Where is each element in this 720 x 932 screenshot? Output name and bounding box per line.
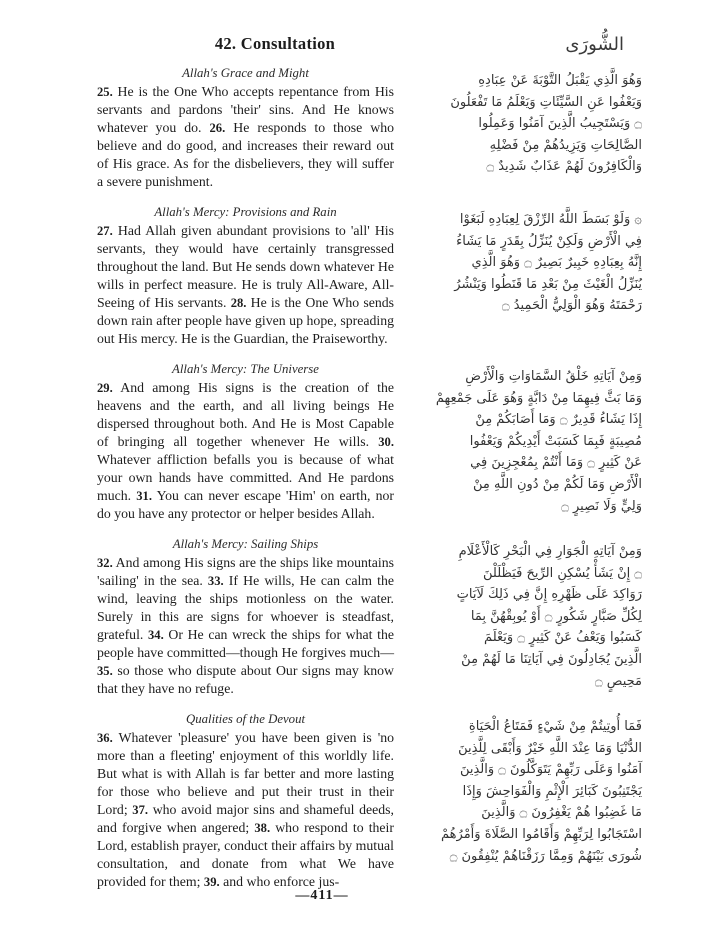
- verse-number: 37.: [132, 803, 149, 817]
- arabic-line: رَوَاكِدَ عَلَى ظَهْرِهِ إِنَّ فِي ذَلِكَ لَآيَاتٍ: [456, 587, 642, 603]
- page-content: [97, 34, 642, 903]
- page-number: —411—: [295, 888, 349, 903]
- arabic-line: ۝ إِنْ يَشَأْ يُسْكِنِ الرِّيحَ فَيَظْلَلْنَ: [483, 565, 642, 581]
- verse-number: 36.: [97, 731, 113, 745]
- section-row: [97, 535, 642, 698]
- arabic-line: اسْتَجَابُوا لِرَبِّهِمْ وَأَقَامُوا الصَّلَاةَ وَأَمْرُهُمْ: [441, 826, 642, 842]
- arabic-line: وَالْكَافِرُونَ لَهُمْ عَذَابٌ شَدِيدٌ ۝: [486, 159, 642, 175]
- arabic-line: الصَّالِحَاتِ وَيَزِيدُهُمْ مِنْ فَضْلِهِ: [489, 137, 642, 153]
- arabic-line: مُصِيبَةٍ فَبِمَا كَسَبَتْ أَيْدِيكُمْ وَيَعْفُوا: [469, 433, 642, 449]
- translation-paragraph: 25. He is the One Who accepts repentance from His servants and pardons 'their' sins. And He knows whatever you do. 26. He responds to those who believe and do good, and increases their reward out of His grace. As for the disbelievers, they will suffer a severe punishment.: [97, 84, 394, 189]
- arabic-line: رَحْمَتَهُ وَهُوَ الْوَلِيُّ الْحَمِيدُ ۝: [501, 298, 642, 314]
- verse-number: 39.: [203, 875, 220, 889]
- verse-number: 35.: [97, 664, 113, 678]
- english-column: [97, 203, 394, 348]
- english-column: [97, 360, 394, 523]
- section-row: [97, 710, 642, 891]
- english-column: [97, 535, 394, 698]
- arabic-line: وَيَعْفُوا عَنِ السَّيِّئَاتِ وَيَعْلَمُ مَا تَفْعَلُونَ: [450, 94, 642, 110]
- arabic-line: الدُّنْيَا وَمَا عِنْدَ اللَّهِ خَيْرٌ وَأَبْقَى لِلَّذِينَ: [458, 740, 642, 756]
- arabic-line: الَّذِينَ يُجَادِلُونَ فِي آيَاتِنَا مَا لَهُمْ مِنْ: [461, 651, 642, 667]
- section-row: [97, 203, 642, 348]
- arabic-line: إِنَّهُ بِعِبَادِهِ خَبِيرٌ بَصِيرٌ ۝ وَهُوَ الَّذِي: [471, 255, 642, 271]
- section-heading: Allah's Mercy: Provisions and Rain: [154, 205, 337, 219]
- arabic-line: وَمِنْ آيَاتِهِ الْجَوَارِ فِي الْبَحْرِ كَالْأَعْلَامِ: [458, 544, 642, 559]
- arabic-line: وَهُوَ الَّذِي يَقْبَلُ التَّوْبَةَ عَنْ عِبَادِهِ: [478, 73, 642, 88]
- arabic-line: الْأَرْضِ وَمَا لَكُمْ مِنْ دُونِ اللَّهِ مِنْ: [473, 476, 642, 492]
- verse-number: 28.: [230, 296, 247, 310]
- arabic-line: يُنَزِّلُ الْغَيْثَ مِنْ بَعْدِ مَا قَنَطُوا وَيَنْشُرُ: [454, 276, 642, 292]
- arabic-line: كَسَبُوا وَيَعْفُ عَنْ كَثِيرٍ ۝ وَيَعْلَمَ: [484, 630, 642, 646]
- english-column: [97, 710, 394, 891]
- verse-number: 30.: [378, 435, 394, 449]
- page-header: [97, 34, 642, 55]
- sections: [97, 64, 642, 891]
- verse-number: 32.: [97, 556, 113, 570]
- arabic-line: فَمَا أُوتِيتُمْ مِنْ شَيْءٍ فَمَتَاعُ الْحَيَاةِ: [468, 719, 642, 734]
- verse-number: 34.: [148, 628, 164, 642]
- arabic-line: ۝ وَيَسْتَجِيبُ الَّذِينَ آمَنُوا وَعَمِلُوا: [478, 116, 642, 132]
- verse-number: 38.: [254, 821, 271, 835]
- arabic-verse-block: [394, 360, 642, 517]
- arabic-line: لِكُلِّ صَبَّارٍ شَكُورٍ ۝ أَوْ يُوبِقْهُنَّ بِمَا: [470, 608, 642, 624]
- arabic-line: مَا غَضِبُوا هُمْ يَغْفِرُونَ ۝ وَالَّذِينَ: [481, 805, 642, 821]
- english-column: [97, 64, 394, 191]
- translation-paragraph: 32. And among His signs are the ships like mountains 'sailing' in the sea. 33. If He wills, He can calm the wind, leaving the ships motionless on the water. Surely in this are signs for whoever is steadfast, grateful. 34. Or He can wreck the ships for what the people have committed—though He forgives much— 35. so those who dispute about Our signs may know that they have no refuge.: [97, 555, 394, 696]
- translation-paragraph: 29. And among His signs is the creation of the heavens and the earth, and all living beings He dispersed throughout both. And He is Most Capable of bringing all together whenever He wills. 30. Whatever affliction befalls you is because of what your own hands have committed. And He pardons much. 31. You can never escape 'Him' on earth, nor do you have any protector or helper besides Allah.: [97, 380, 394, 521]
- translation-paragraph: 36. Whatever 'pleasure' you have been given is 'no more than a fleeting' enjoyment of this worldly life. But what is with Allah is far better and more lasting for those who believe and put their trust in their Lord; 37. who avoid major sins and shameful deeds, and forgive when angered; 38. who respond to their Lord, establish prayer, conduct their affairs by mutual consultation, and donate from what We have provided for them; 39. and who enforce jus-: [97, 730, 394, 889]
- translation-paragraph: 27. Had Allah given abundant provisions to 'all' His servants, they would have certainly transgressed throughout the land. But He sends down whatever He wills in perfect measure. He is truly All-Aware, All-Seeing of His servants. 28. He is the One Who sends down rain after people have given up hope, spreading out His mercy. He is the Guardian, the Praiseworthy.: [97, 223, 395, 346]
- verse-number: 27.: [97, 224, 113, 238]
- arabic-line: شُورَى بَيْنَهُمْ وَمِمَّا رَزَقْنَاهُمْ يُنْفِقُونَ ۝: [449, 848, 642, 864]
- arabic-verse-block: [394, 203, 642, 317]
- verse-number: 29.: [97, 381, 113, 395]
- arabic-line: عَنْ كَثِيرٍ ۝ وَمَا أَنْتُمْ بِمُعْجِزِينَ فِي: [470, 455, 642, 471]
- section-heading: Allah's Mercy: The Universe: [172, 362, 319, 376]
- arabic-line: فِي الْأَرْضِ وَلَكِنْ يُنَزِّلُ بِقَدَرٍ مَا يَشَاءُ: [456, 233, 642, 249]
- verse-number: 31.: [136, 489, 152, 503]
- surah-title-english: 42. Consultation: [214, 34, 336, 53]
- section-row: [97, 64, 642, 191]
- verse-number: 33.: [207, 574, 224, 588]
- arabic-verse-block: [394, 710, 642, 867]
- verse-number: 26.: [209, 121, 226, 135]
- arabic-line: ۞ وَلَوْ بَسَطَ اللَّهُ الرِّزْقَ لِعِبَادِهِ لَبَغَوْا: [459, 212, 642, 227]
- arabic-verse-block: [394, 535, 642, 692]
- section-heading: Allah's Mercy: Sailing Ships: [172, 537, 319, 551]
- section-heading: Qualities of the Devout: [185, 712, 306, 726]
- arabic-line: يَجْتَنِبُونَ كَبَائِرَ الْإِثْمِ وَالْفَوَاحِشَ وَإِذَا: [462, 783, 642, 799]
- surah-title-arabic: الشُّورَى: [565, 34, 624, 55]
- verse-number: 25.: [97, 85, 113, 99]
- section-heading: Allah's Grace and Might: [182, 66, 309, 80]
- section-row: [97, 360, 642, 523]
- arabic-line: وَمَا بَثَّ فِيهِمَا مِنْ دَابَّةٍ وَهُوَ عَلَى جَمْعِهِمْ: [435, 390, 642, 406]
- arabic-line: وَلِيٍّ وَلَا نَصِيرٍ ۝: [561, 498, 642, 514]
- arabic-line: وَمِنْ آيَاتِهِ خَلْقُ السَّمَاوَاتِ وَالْأَرْضِ: [465, 369, 642, 384]
- arabic-line: إِذَا يَشَاءُ قَدِيرٌ ۝ وَمَا أَصَابَكُمْ مِنْ: [475, 412, 642, 428]
- arabic-line: آمَنُوا وَعَلَى رَبِّهِمْ يَتَوَكَّلُونَ ۝ وَالَّذِينَ: [459, 762, 642, 778]
- arabic-verse-block: [394, 64, 642, 178]
- arabic-line: مَحِيصٍ ۝: [595, 673, 642, 689]
